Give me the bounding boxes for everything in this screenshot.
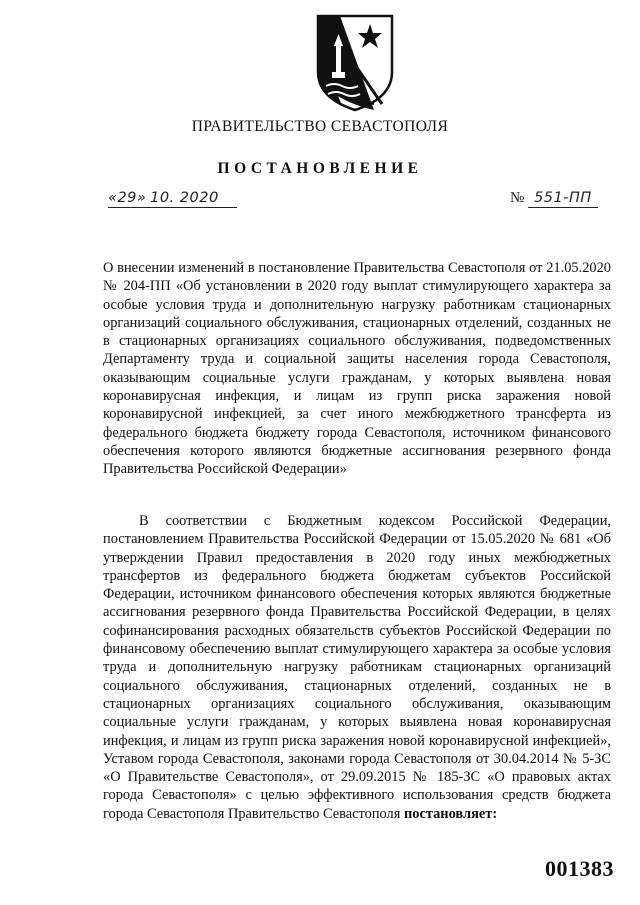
document-date — [108, 190, 237, 208]
number-value: 551-ПП — [534, 190, 592, 206]
decree-action: постановляет: — [403, 805, 498, 822]
preamble-paragraph — [103, 512, 611, 823]
number-sign: № — [510, 190, 525, 206]
preamble-text: В соответствии с Бюджетным кодексом Российской Федерации, постановлением Правительства Российской Федерации от 15.05.2020 № 681 «Об утверждении Правил предоставления в 2020 году иных межбюджетных трансфертов из федерального бюджета бюджетам субъектов Российской Федерации, источником финансового обеспечения которых являются бюджетные ассигнования резервного фонда Правительства Российской Федерации, в целях софинансирования расходных обязательств субъектов Российской Федерации по финансовому обеспечению выплат стимулирующего характера за особые условия труда и дополнительную нагрузку работникам стационарных организаций социального обслуживания, стационарных отделений, созданных не в стационарных организациях социального обслуживания, оказывающим социальные услуги гражданам, у которых выявлена новая коронавирусная инфекция, и лицам из групп риска заражения новой коронавирусной инфекцией», Уставом города Севастополя, законами города Севастополя от 30.04.2014 № 5-ЗС «О Правительстве Севастополя», от 29.09.2015 № 185-ЗС «О правовых актах города Севастополя» с целью эффективного использования средств бюджета города Севастополя Правительство Севастополя — [103, 513, 611, 822]
document-number — [510, 190, 598, 208]
sevastopol-coat-of-arms-icon — [312, 14, 398, 112]
page-serial-number: 001383 — [545, 856, 614, 881]
date-month-year: 10. 2020 — [150, 190, 219, 206]
date-close-quote: » — [136, 190, 147, 206]
date-open-quote: « — [108, 190, 118, 206]
document-subject: О внесении изменений в постановление Правительства Севастополя от 21.05.2020 № 204-ПП «Об установлении в 2020 году выплат стимулирующего характера за особые условия труда и дополнительную нагрузку работникам стационарных организаций социального обслуживания, стационарных отделений, созданных не в стационарных организациях социального обслуживания, подведомственных Департаменту труда и социальной защиты населения города Севастополя, оказывающим социальные услуги гражданам, у которых выявлена новая коронавирусная инфекция, и лицам из групп риска заражения новой коронавирусной инфекцией, за счет иного межбюджетного трансферта из федерального бюджета бюджету города Севастополя, источником финансового обеспечения которого являются бюджетные ассигнования резервного фонда Правительства Российской Федерации» — [103, 260, 611, 478]
document-type: ПОСТАНОВЛЕНИЕ — [217, 160, 423, 177]
date-day: 29 — [117, 190, 137, 206]
government-name: ПРАВИТЕЛЬСТВО СЕВАСТОПОЛЯ — [191, 118, 449, 135]
